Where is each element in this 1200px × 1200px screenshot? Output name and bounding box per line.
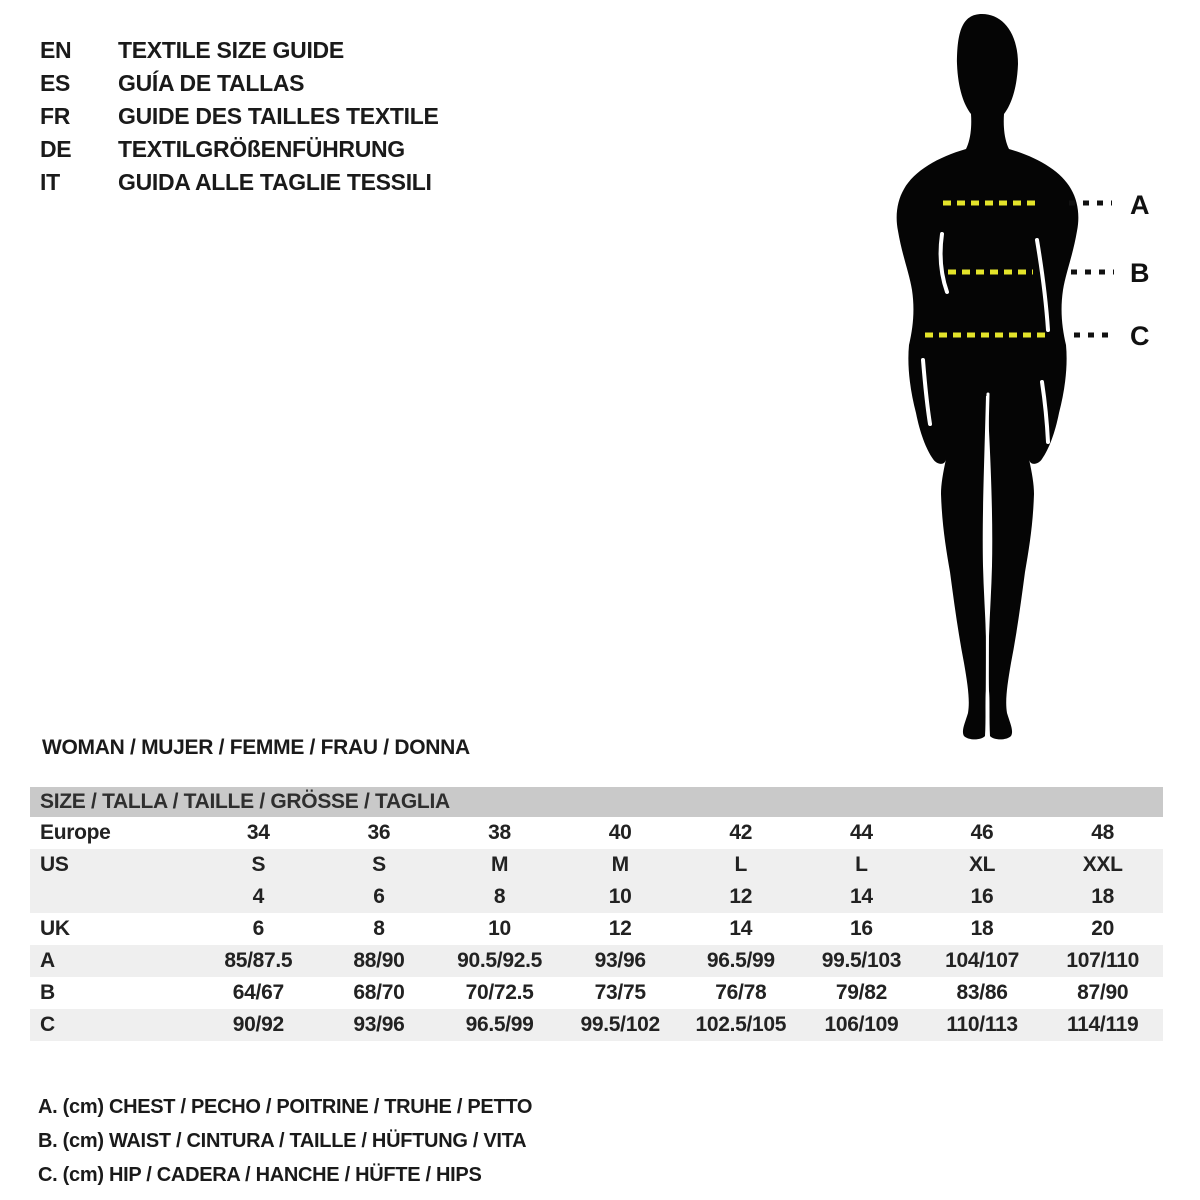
table-cell: 104/107 bbox=[945, 949, 1019, 972]
language-list bbox=[40, 34, 439, 199]
table-cell: XL bbox=[968, 853, 996, 876]
table-cell: 102.5/105 bbox=[695, 1013, 787, 1036]
woman-silhouette bbox=[860, 0, 1180, 760]
table-cell: 12 bbox=[729, 885, 753, 908]
table-cell: 64/67 bbox=[232, 981, 284, 1004]
table-cell: S bbox=[372, 853, 386, 876]
size-table bbox=[30, 787, 1163, 1041]
language-label: GUIDE DES TAILLES TEXTILE bbox=[118, 103, 439, 129]
table-cell: 88/90 bbox=[353, 949, 405, 972]
table-cell: 73/75 bbox=[594, 981, 646, 1004]
language-code: DE bbox=[40, 136, 72, 162]
row-label: US bbox=[40, 853, 69, 876]
table-cell: 93/96 bbox=[353, 1013, 405, 1036]
table-cell: 4 bbox=[252, 885, 264, 908]
language-item bbox=[40, 67, 439, 100]
size-table-header: SIZE / TALLA / TAILLE / GRÖSSE / TAGLIA bbox=[30, 787, 1163, 817]
language-item bbox=[40, 133, 439, 166]
language-item bbox=[40, 34, 439, 67]
table-cell: 96.5/99 bbox=[465, 1013, 534, 1036]
language-code: FR bbox=[40, 103, 71, 129]
table-cell: 87/90 bbox=[1077, 981, 1129, 1004]
table-cell: 14 bbox=[729, 917, 753, 940]
table-cell: 114/119 bbox=[1066, 1013, 1139, 1036]
table-cell: 70/72.5 bbox=[465, 981, 534, 1004]
table-cell: 36 bbox=[367, 821, 391, 844]
table-cell: 68/70 bbox=[353, 981, 405, 1004]
table-row-hip bbox=[30, 1009, 1163, 1041]
legend-line-waist: B. (cm) WAIST / CINTURA / TAILLE / HÜFTUNG / VITA bbox=[38, 1129, 527, 1152]
leg-gap-line bbox=[986, 394, 988, 737]
table-cell: 85/87.5 bbox=[224, 949, 293, 972]
table-row-us-letters bbox=[30, 849, 1163, 881]
table-cell: 38 bbox=[488, 821, 511, 844]
section-title: WOMAN / MUJER / FEMME / FRAU / DONNA bbox=[42, 736, 470, 759]
table-cell: 96.5/99 bbox=[706, 949, 775, 972]
table-cell: 44 bbox=[850, 821, 873, 844]
table-cell: 20 bbox=[1091, 917, 1115, 940]
table-cell: 10 bbox=[608, 885, 632, 908]
legend-line-chest: A. (cm) CHEST / PECHO / POITRINE / TRUHE / PETTO bbox=[38, 1095, 533, 1118]
measure-label-waist: B bbox=[1130, 258, 1150, 288]
measurement-legend bbox=[38, 1090, 532, 1192]
row-label: C bbox=[40, 1013, 55, 1036]
language-code: ES bbox=[40, 70, 71, 96]
language-label: TEXTILGRÖßENFÜHRUNG bbox=[118, 136, 405, 162]
table-cell: L bbox=[734, 853, 748, 876]
table-row-us-numbers bbox=[30, 881, 1163, 913]
row-label: Europe bbox=[40, 821, 111, 844]
language-item bbox=[40, 166, 439, 199]
table-cell: 18 bbox=[1091, 885, 1115, 908]
table-cell: 16 bbox=[970, 885, 994, 908]
table-cell: 6 bbox=[373, 885, 385, 908]
table-cell: 106/109 bbox=[824, 1013, 899, 1036]
table-cell: 99.5/103 bbox=[821, 949, 902, 972]
language-label: GUÍA DE TALLAS bbox=[118, 70, 305, 96]
table-cell: XXL bbox=[1082, 853, 1123, 876]
table-cell: 34 bbox=[246, 821, 270, 844]
table-row-europe bbox=[30, 817, 1163, 849]
language-code: EN bbox=[40, 37, 72, 63]
table-cell: 16 bbox=[850, 917, 873, 940]
table-row-chest bbox=[30, 945, 1163, 977]
table-cell: 18 bbox=[970, 917, 994, 940]
table-cell: 10 bbox=[488, 917, 511, 940]
row-label: A bbox=[40, 949, 55, 972]
table-cell: 107/110 bbox=[1066, 949, 1140, 972]
table-cell: 46 bbox=[970, 821, 994, 844]
table-cell: 76/78 bbox=[715, 981, 767, 1004]
table-cell: 48 bbox=[1091, 821, 1115, 844]
measure-label-chest: A bbox=[1130, 190, 1150, 220]
table-cell: 42 bbox=[729, 821, 753, 844]
table-cell: 14 bbox=[850, 885, 873, 908]
language-item bbox=[40, 100, 439, 133]
table-cell: 110/113 bbox=[946, 1013, 1018, 1036]
table-cell: 90.5/92.5 bbox=[457, 949, 542, 972]
table-cell: 90/92 bbox=[232, 1013, 284, 1036]
table-cell: M bbox=[490, 853, 509, 876]
table-cell: 8 bbox=[373, 917, 385, 940]
measure-label-hip: C bbox=[1130, 321, 1150, 351]
table-cell: 12 bbox=[608, 917, 632, 940]
woman-silhouette-figure bbox=[860, 0, 1180, 760]
language-code: IT bbox=[40, 169, 60, 195]
table-cell: 6 bbox=[252, 917, 264, 940]
table-cell: 93/96 bbox=[594, 949, 646, 972]
table-row-uk bbox=[30, 913, 1163, 945]
language-label: GUIDA ALLE TAGLIE TESSILI bbox=[118, 169, 432, 195]
table-cell: 40 bbox=[608, 821, 632, 844]
row-label: UK bbox=[40, 917, 70, 940]
legend-line-hip: C. (cm) HIP / CADERA / HANCHE / HÜFTE / HIPS bbox=[38, 1163, 482, 1186]
table-cell: 83/86 bbox=[956, 981, 1008, 1004]
table-cell: S bbox=[251, 853, 266, 876]
language-label: TEXTILE SIZE GUIDE bbox=[118, 37, 344, 63]
table-cell: L bbox=[855, 853, 868, 876]
table-cell: 8 bbox=[493, 885, 506, 908]
table-row-waist bbox=[30, 977, 1163, 1009]
table-cell: 99.5/102 bbox=[580, 1013, 660, 1036]
table-cell: 79/82 bbox=[835, 981, 887, 1004]
table-cell: M bbox=[611, 853, 629, 876]
row-label: B bbox=[40, 981, 55, 1004]
